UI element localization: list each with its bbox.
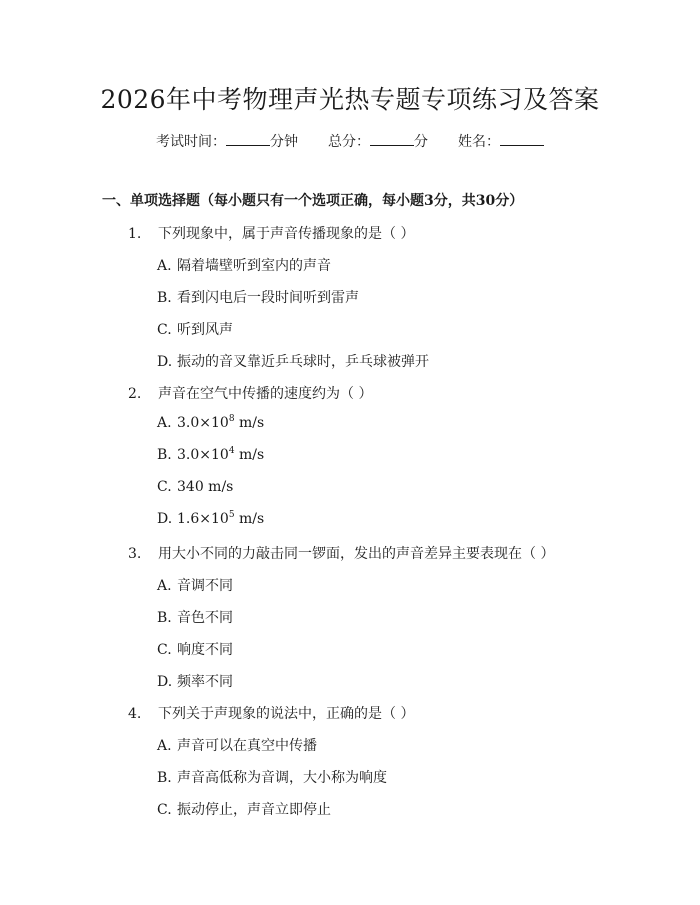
option-text: 音色不同 — [177, 610, 233, 626]
option-text: 声音高低称为音调，大小称为响度 — [177, 770, 387, 786]
question-4 — [128, 703, 414, 723]
section-heading: 一、单项选择题（每小题只有一个选项正确，每小题3分，共30分） — [102, 193, 524, 209]
option-1b — [157, 287, 359, 307]
time-unit: 分钟 — [270, 134, 298, 150]
option-label: A. — [157, 738, 172, 754]
option-exponent: 8 — [228, 414, 235, 424]
option-base: 3.0×10 — [177, 447, 229, 463]
question-2 — [128, 383, 372, 403]
exam-meta — [0, 131, 700, 151]
question-number: 2. — [128, 386, 142, 402]
option-label: C. — [157, 642, 172, 658]
option-text: 响度不同 — [177, 642, 233, 658]
option-label: C. — [157, 322, 172, 338]
option-unit: m/s — [234, 447, 265, 463]
option-2a — [157, 415, 264, 431]
score-blank — [370, 133, 414, 146]
option-label: B. — [157, 290, 172, 306]
option-3c — [157, 639, 233, 659]
time-label: 考试时间： — [156, 134, 226, 150]
option-1a — [157, 255, 331, 275]
option-text: 隔着墙壁听到室内的声音 — [177, 258, 331, 274]
option-base: 1.6×10 — [177, 511, 229, 527]
option-label: D. — [157, 354, 173, 370]
option-3d — [157, 671, 233, 691]
question-number: 1. — [128, 226, 142, 242]
option-label: A. — [157, 258, 172, 274]
option-2b — [157, 447, 264, 463]
option-2d — [157, 511, 264, 527]
option-3a — [157, 575, 233, 595]
question-text: 声音在空气中传播的速度约为（ ） — [158, 386, 373, 402]
option-3b — [157, 607, 233, 627]
option-exponent: 5 — [228, 510, 235, 520]
score-label: 总分： — [328, 134, 370, 150]
option-label: B. — [157, 447, 172, 463]
question-3 — [128, 543, 554, 563]
option-1c — [157, 319, 233, 339]
option-label: B. — [157, 770, 172, 786]
question-number: 3. — [128, 546, 142, 562]
option-2c — [157, 479, 233, 495]
option-unit: m/s — [234, 415, 265, 431]
option-text: 声音可以在真空中传播 — [177, 738, 317, 754]
option-text: 振动停止，声音立即停止 — [177, 802, 331, 818]
question-text: 用大小不同的力敲击同一锣面，发出的声音差异主要表现在（ ） — [158, 546, 555, 562]
option-unit: m/s — [234, 511, 265, 527]
option-text: 看到闪电后一段时间听到雷声 — [177, 290, 359, 306]
name-blank — [500, 133, 544, 146]
option-label: A. — [157, 415, 172, 431]
option-4b — [157, 767, 387, 787]
document-title: 2026年中考物理声光热专题专项练习及答案 — [100, 85, 600, 114]
option-label: C. — [157, 479, 172, 495]
option-text: 听到风声 — [177, 322, 233, 338]
option-label: D. — [157, 674, 173, 690]
score-unit: 分 — [414, 134, 428, 150]
option-text: 音调不同 — [177, 578, 233, 594]
option-4c — [157, 799, 331, 819]
name-label: 姓名： — [458, 134, 500, 150]
option-text: 频率不同 — [177, 674, 233, 690]
time-blank — [226, 133, 270, 146]
option-text: 振动的音叉靠近乒乓球时，乒乓球被弹开 — [177, 354, 429, 370]
option-text: 340 m/s — [177, 479, 234, 495]
option-1d — [157, 351, 429, 371]
option-label: A. — [157, 578, 172, 594]
question-text: 下列现象中，属于声音传播现象的是（ ） — [158, 226, 415, 242]
question-number: 4. — [128, 706, 142, 722]
question-text: 下列关于声现象的说法中，正确的是（ ） — [158, 706, 415, 722]
option-exponent: 4 — [228, 446, 235, 456]
option-label: B. — [157, 610, 172, 626]
option-label: C. — [157, 802, 172, 818]
option-label: D. — [157, 511, 173, 527]
option-4a — [157, 735, 317, 755]
question-1 — [128, 223, 414, 243]
option-base: 3.0×10 — [177, 415, 229, 431]
